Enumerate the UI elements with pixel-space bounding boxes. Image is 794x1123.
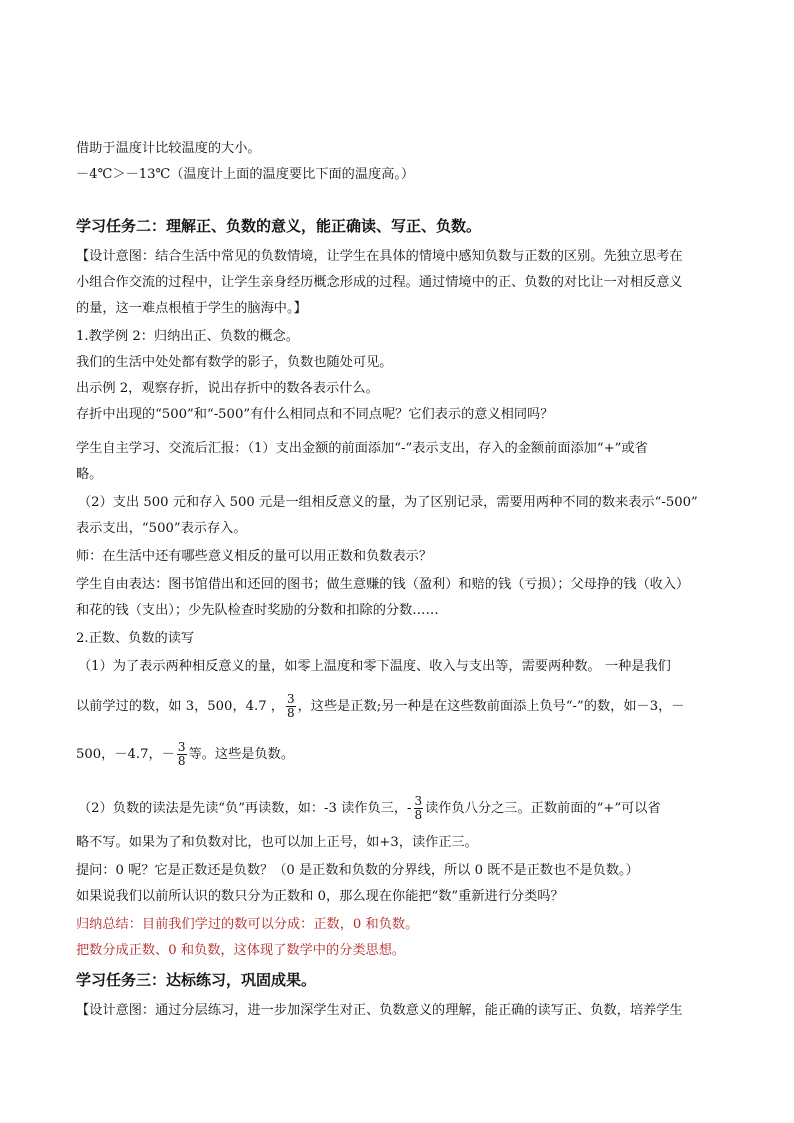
paragraph: 借助于温度计比较温度的大小。 bbox=[76, 141, 261, 156]
paragraph: 我们的生活中处处都有数学的影子，负数也随处可见。 bbox=[76, 355, 393, 370]
paragraph bbox=[78, 795, 661, 822]
design-intent-line: 的量，这一难点根植于学生的脑海中。】 bbox=[76, 301, 307, 316]
paragraph: 表示支出，“500”表示存入。 bbox=[76, 521, 247, 536]
summary-line: 归纳总结：目前我们学过的数可以分成：正数，0 和负数。 bbox=[76, 917, 419, 932]
fraction-denominator: 8 bbox=[414, 808, 423, 822]
paragraph: 出示例 2，观察存折，说出存折中的数各表示什么。 bbox=[76, 381, 379, 396]
text-run: （2）负数的读法是先读“负”再读数，如：-3 读作负三，- bbox=[78, 801, 412, 816]
paragraph bbox=[76, 693, 684, 720]
paragraph: 学生自由表达：图书馆借出和还回的图书；做生意赚的钱（盈利）和赔的钱（亏损）；父母挣的钱（收入） bbox=[76, 577, 690, 592]
question: 提问：0 呢？它是正数还是负数？（0 是正数和负数的分界线，所以 0 既不是正数也不是负数。） bbox=[76, 863, 639, 878]
text-run: 读作负八分之三。正数前面的“+”可以省 bbox=[425, 801, 661, 816]
paragraph bbox=[76, 741, 294, 768]
fraction bbox=[177, 741, 187, 768]
paragraph: 略不写。如果为了和负数对比，也可以加上正号，如+3，读作正三。 bbox=[76, 835, 478, 850]
text-run: 500，－4.7，－ bbox=[76, 747, 175, 762]
task2-heading: 学习任务二：理解正、负数的意义，能正确读、写正、负数。 bbox=[76, 217, 482, 235]
teacher-question: 师：在生活中还有哪些意义相反的量可以用正数和负数表示？ bbox=[76, 549, 433, 564]
fraction bbox=[414, 795, 424, 822]
fraction bbox=[286, 693, 296, 720]
list-item-2: 2.正数、负数的读写 bbox=[76, 631, 195, 646]
summary-line: 把数分成正数、0 和负数，这体现了数学中的分类思想。 bbox=[76, 943, 406, 958]
design-intent-line: 小组合作交流的过程中，让学生亲身经历概念形成的过程。通过情境中的正、负数的对比让一对相反意义 bbox=[76, 275, 683, 290]
fraction-denominator: 8 bbox=[177, 754, 186, 768]
paragraph: 略。 bbox=[76, 467, 103, 482]
paragraph: （1）为了表示两种相反意义的量，如零上温度和零下温度、收入与支出等，需要两种数。 一种是我们 bbox=[78, 659, 671, 674]
paragraph: 存折中出现的“500”和“-500”有什么相同点和不同点呢？它们表示的意义相同吗？ bbox=[76, 407, 554, 422]
fraction-numerator: 3 bbox=[177, 740, 186, 754]
fraction-numerator: 3 bbox=[414, 794, 423, 808]
design-intent-line: 【设计意图：结合生活中常见的负数情境，让学生在具体的情境中感知负数与正数的区别。先独立思考在 bbox=[76, 249, 683, 264]
list-item-1: 1.教学例 2：归纳出正、负数的概念。 bbox=[76, 329, 299, 344]
text-run: ，这些是正数;另一种是在这些数前面添上负号“-”的数，如－3，－ bbox=[297, 699, 685, 714]
task3-heading: 学习任务三：达标练习，巩固成果。 bbox=[76, 971, 317, 989]
design-intent-line: 【设计意图：通过分层练习，进一步加深学生对正、负数意义的理解，能正确的读写正、负数，培养学生 bbox=[76, 1003, 683, 1018]
fraction-denominator: 8 bbox=[286, 706, 295, 720]
text-run: 以前学过的数，如 3，500，4.7 ， bbox=[76, 699, 284, 714]
paragraph: 和花的钱（支出）；少先队检查时奖励的分数和扣除的分数…… bbox=[76, 603, 439, 618]
text-run: 等。这些是负数。 bbox=[188, 747, 295, 762]
paragraph: （2）支出 500 元和存入 500 元是一组相反意义的量，为了区别记录，需要用两种不同的数来表示“-500” bbox=[78, 495, 698, 510]
question: 如果说我们以前所认识的数只分为正数和 0，那么现在你能把“数”重新进行分类吗？ bbox=[76, 889, 564, 904]
paragraph: 学生自主学习、交流后汇报：（1）支出金额的前面添加“-”表示支出，存入的金额前面添加“+”或省 bbox=[76, 441, 648, 456]
fraction-numerator: 3 bbox=[286, 692, 295, 706]
temperature-comparison: －4℃＞－13℃（温度计上面的温度要比下面的温度高。） bbox=[76, 167, 415, 182]
